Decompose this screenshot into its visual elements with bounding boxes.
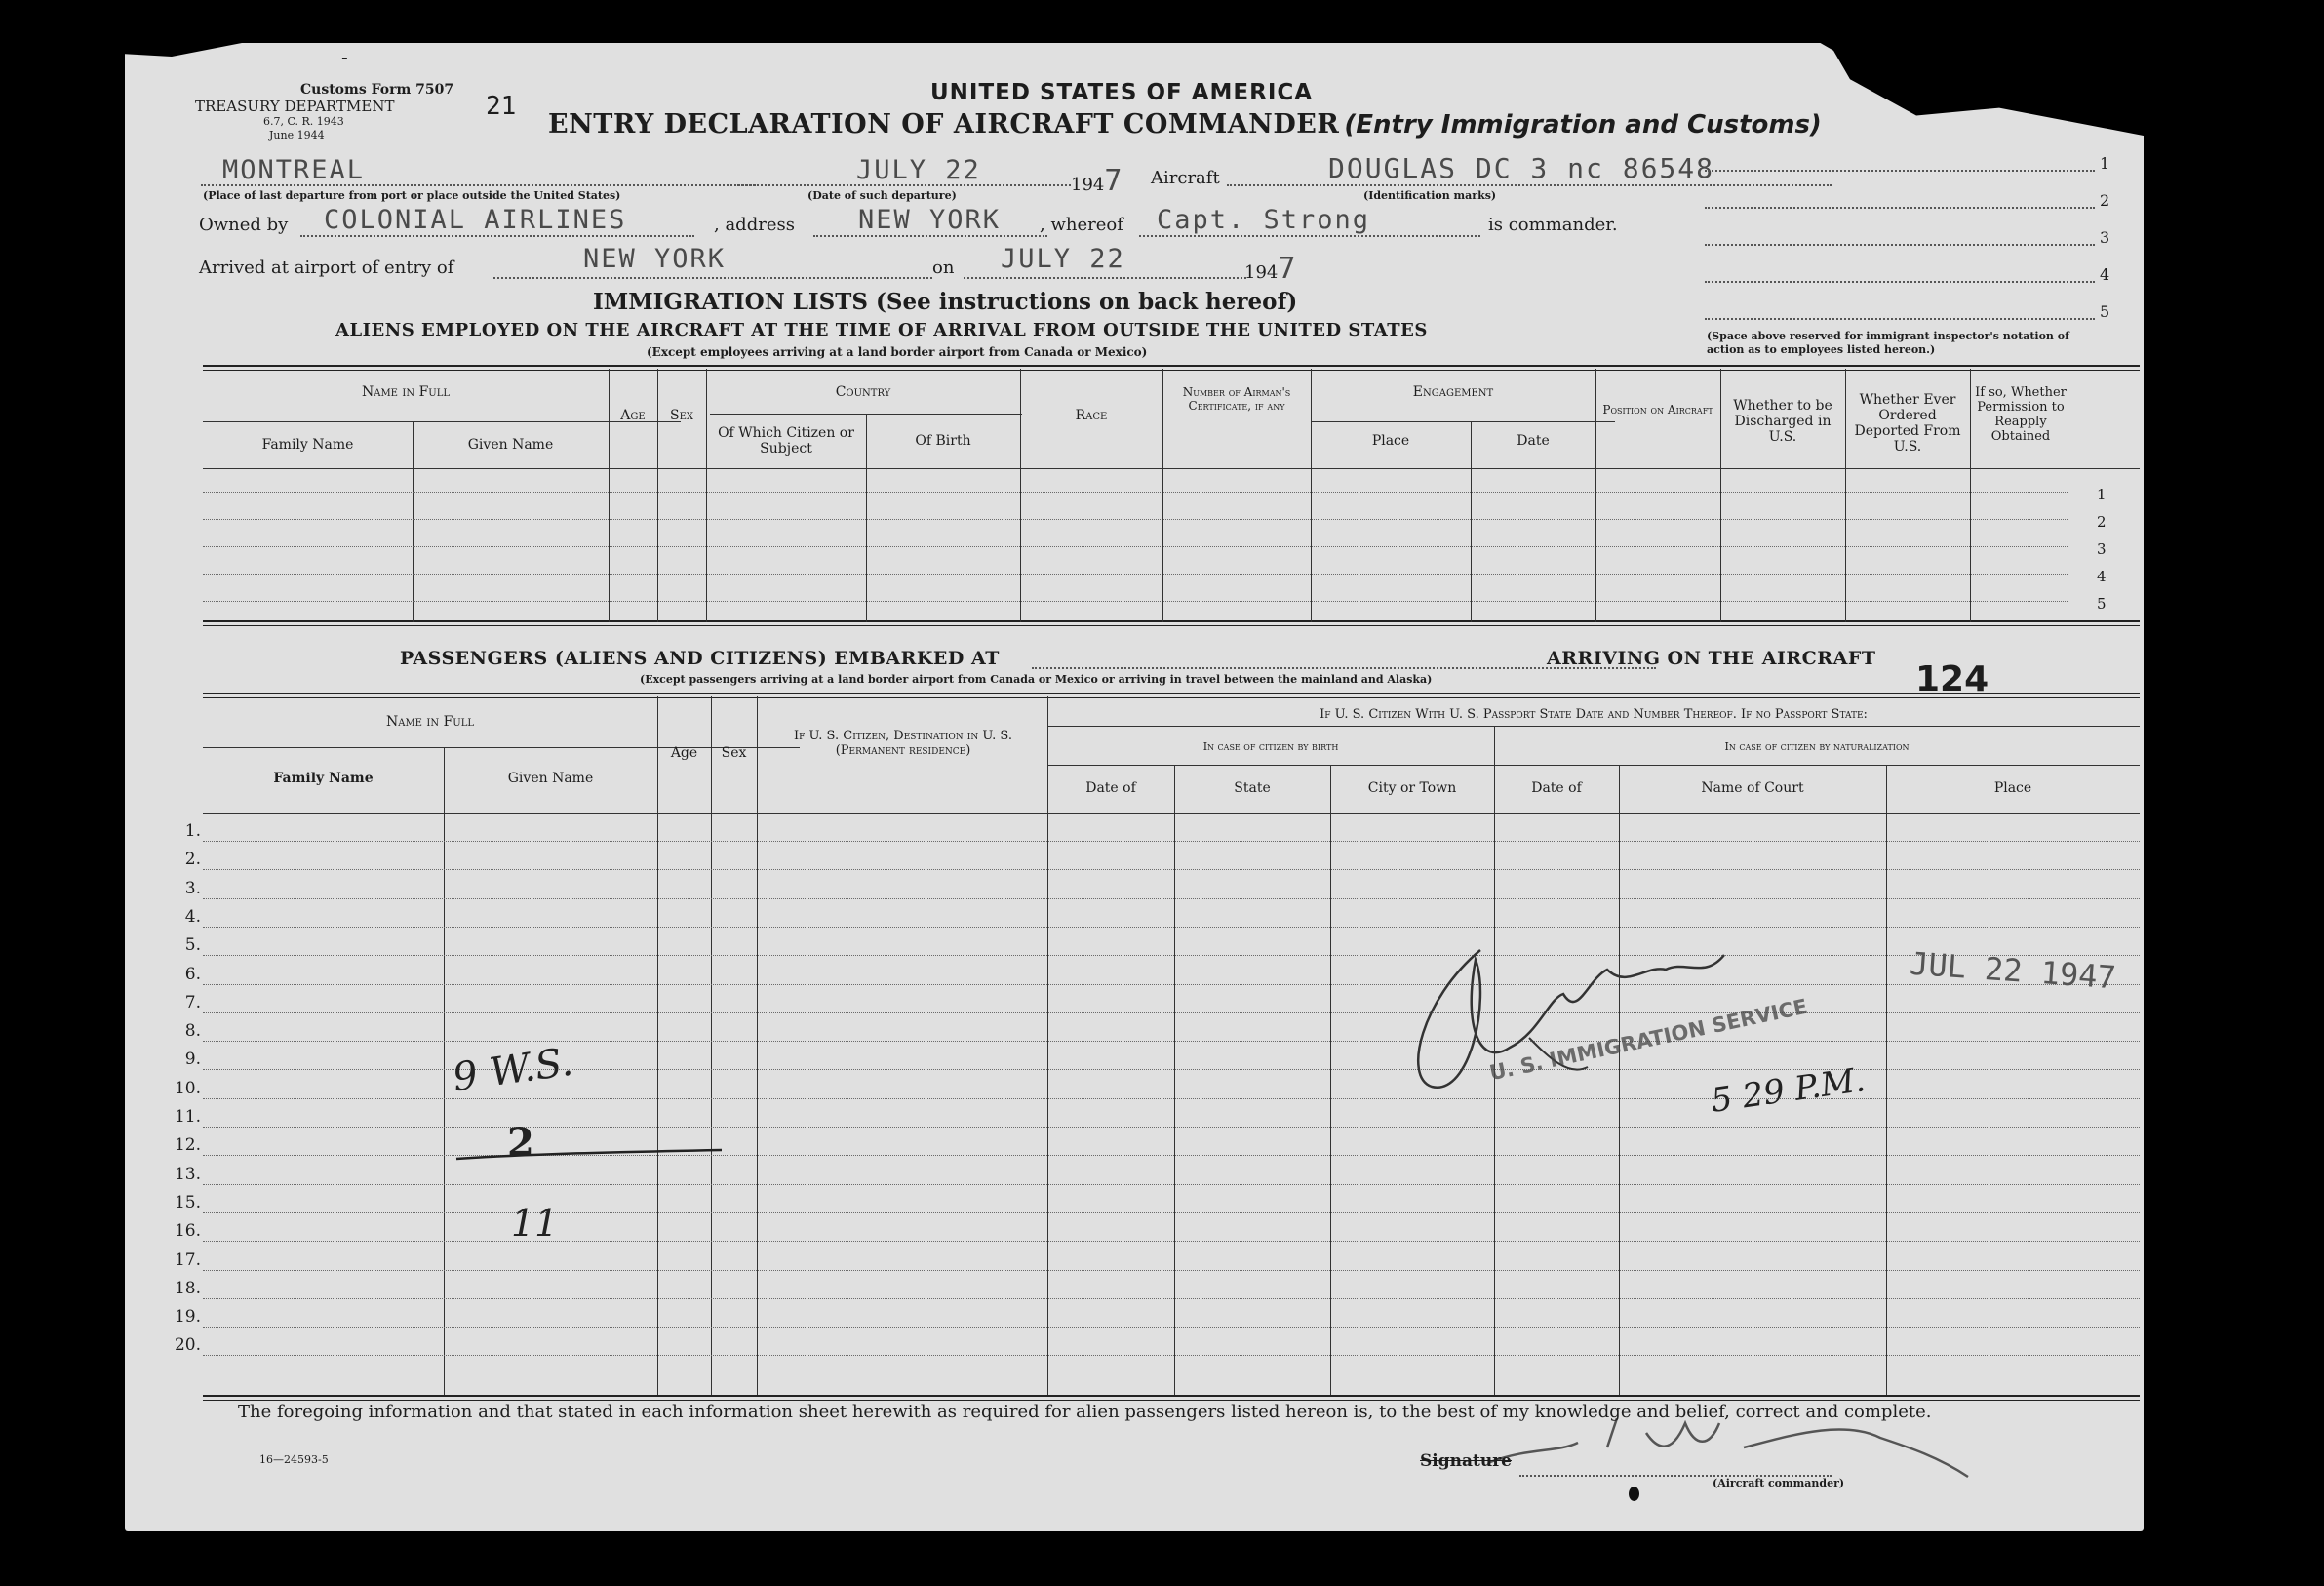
stamp-time: 5 29 P.M.	[1708, 1060, 1868, 1121]
inspector-line-number: 3	[2100, 228, 2110, 247]
regulation-ref: 6.7, C. R. 1943	[263, 115, 344, 128]
passenger-row-number: 6.	[184, 965, 201, 984]
note-eleven: 11	[511, 1202, 559, 1245]
owner-name: COLONIAL AIRLINES	[324, 205, 627, 235]
form-sheet	[125, 43, 2144, 1531]
pax-header-family-name: Family Name	[273, 771, 374, 786]
departure-year-suffix: 7	[1104, 164, 1124, 198]
departure-place: MONTREAL	[222, 155, 366, 185]
header-name-in-full: Name in Full	[361, 384, 451, 400]
departure-year-prefix: 194	[1071, 175, 1105, 195]
aircraft-label: Aircraft	[1151, 168, 1220, 188]
signature-caption: (Aircraft commander)	[1713, 1477, 1845, 1489]
passenger-row-number: 7.	[184, 993, 201, 1012]
header-given-name: Given Name	[467, 437, 554, 453]
passenger-row-number: 8.	[184, 1021, 201, 1041]
passenger-row-number: 4.	[184, 907, 201, 927]
header-citizen-of: Of Which Citizen or Subject	[718, 425, 854, 457]
signature-label: Signature	[1420, 1451, 1512, 1471]
pax-header-date-of: Date of	[1085, 780, 1136, 796]
passenger-row-number: 9.	[184, 1050, 201, 1069]
is-commander-label: is commander.	[1488, 215, 1618, 235]
print-number: 16—24593-5	[259, 1453, 329, 1466]
passengers-title-right: ARRIVING ON THE AIRCRAFT	[1547, 648, 1876, 669]
header-airman-cert: Number of Airman's Certificate, if any	[1182, 385, 1291, 413]
passenger-row-number: 20.	[174, 1335, 201, 1355]
aircraft-id: DOUGLAS DC 3 nc 86548	[1328, 152, 1715, 184]
header-race: Race	[1075, 408, 1108, 423]
arrival-airport: NEW YORK	[583, 244, 727, 274]
header-engagement-date: Date	[1517, 433, 1550, 449]
alien-row-number: 4	[2097, 568, 2107, 585]
form-date: June 1944	[269, 129, 325, 141]
immigration-title: IMMIGRATION LISTS (See instructions on back hereof)	[593, 289, 1298, 315]
passenger-row-number: 3.	[184, 879, 201, 898]
owner-address: NEW YORK	[858, 205, 1002, 235]
pax-header-passport: If U. S. Citizen With U. S. Passport State Date and Number Thereof. If no Passport State:	[1320, 707, 1868, 722]
declaration-text: The foregoing information and that stated in each information sheet herewith as required for alien passengers listed hereon is, to the best of my knowledge and belief, correct and complete.	[238, 1402, 1932, 1422]
ink-dot	[1629, 1487, 1639, 1501]
departure-place-caption: (Place of last departure from port or place outside the United States)	[203, 189, 621, 202]
pax-header-by-birth: In case of citizen by birth	[1202, 740, 1339, 753]
stamp-date: JUL 22 1947	[1908, 944, 2117, 997]
page-number: 21	[486, 92, 517, 121]
passenger-row-number: 15.	[174, 1193, 201, 1212]
stamp-number: 124	[1915, 659, 1989, 699]
handwriting-overlay	[125, 43, 2144, 1531]
passenger-row-number: 16.	[174, 1221, 201, 1241]
passenger-row-number: 13.	[174, 1165, 201, 1184]
pax-header-date-of-2: Date of	[1531, 780, 1582, 796]
country-heading: UNITED STATES OF AMERICA	[930, 80, 1314, 105]
inspector-note: (Space above reserved for immigrant inspector's notation of action as to employees listed hereon.)	[1707, 330, 2069, 357]
header-family-name: Family Name	[261, 437, 354, 453]
alien-row-number: 5	[2097, 595, 2107, 613]
alien-row-number: 2	[2097, 513, 2107, 531]
header-engagement-place: Place	[1371, 433, 1410, 449]
owned-by-label: Owned by	[199, 215, 289, 235]
passenger-row-number: 11.	[174, 1107, 201, 1127]
inspector-line-number: 2	[2100, 191, 2110, 210]
passenger-row-number: 1.	[184, 821, 201, 841]
note-ws: 9 W.S.	[450, 1039, 576, 1101]
pax-header-name-in-full: Name in Full	[385, 714, 475, 730]
form-number: Customs Form 7507	[300, 82, 454, 98]
passengers-note: (Except passengers arriving at a land border airport from Canada or Mexico or arriving in travel between the mainland and Alaska)	[640, 673, 1433, 686]
alien-row-number: 3	[2097, 540, 2107, 558]
departure-date-caption: (Date of such departure)	[807, 189, 957, 202]
department-name: TREASURY DEPARTMENT	[195, 98, 395, 115]
arrival-date: JULY 22	[1001, 244, 1125, 274]
passenger-row-number: 5.	[184, 935, 201, 955]
arrived-label: Arrived at airport of entry of	[199, 258, 454, 278]
passenger-row-number: 10.	[174, 1079, 201, 1098]
pax-header-court: Name of Court	[1701, 780, 1804, 796]
aircraft-id-caption: (Identification marks)	[1363, 189, 1497, 202]
departure-date: JULY 22	[856, 155, 981, 185]
pax-header-place: Place	[1993, 780, 2032, 796]
form-title-main: ENTRY DECLARATION OF AIRCRAFT COMMANDER	[548, 109, 1340, 139]
underline-stroke	[456, 1150, 722, 1159]
tick-mark: -	[341, 45, 348, 68]
pax-header-given-name: Given Name	[507, 771, 594, 786]
passenger-row-number: 2.	[184, 850, 201, 869]
immigration-subtitle: ALIENS EMPLOYED ON THE AIRCRAFT AT THE TIME OF ARRIVAL FROM OUTSIDE THE UNITED STATES	[335, 320, 1428, 340]
arrival-on-label: on	[932, 258, 955, 278]
passengers-title: PASSENGERS (ALIENS AND CITIZENS) EMBARKED AT	[400, 648, 1000, 669]
commander-name: Capt. Strong	[1157, 205, 1371, 235]
header-of-birth: Of Birth	[915, 433, 971, 449]
address-label: , address	[714, 215, 795, 235]
pax-header-state: State	[1234, 780, 1271, 796]
passenger-row-number: 19.	[174, 1307, 201, 1327]
passenger-row-number: 18.	[174, 1279, 201, 1298]
whereof-label: , whereof	[1040, 215, 1123, 235]
header-country: Country	[835, 384, 891, 400]
passenger-row-number: 12.	[174, 1135, 201, 1155]
header-age: Age	[620, 408, 646, 423]
form-title-sub: (Entry Immigration and Customs)	[1344, 110, 1822, 139]
header-position: Position on Aircraft	[1602, 403, 1713, 416]
immigration-note: (Except employees arriving at a land border airport from Canada or Mexico)	[647, 345, 1148, 359]
arrival-year-suffix: 7	[1278, 252, 1298, 286]
note-two: 2	[507, 1120, 534, 1166]
stamp-office: U. S. IMMIGRATION SERVICE	[1487, 994, 1810, 1086]
header-deported: Whether Ever Ordered Deported From U.S.	[1854, 392, 1961, 456]
inspector-line-number: 4	[2100, 265, 2110, 284]
header-engagement: Engagement	[1412, 384, 1494, 400]
pax-header-destination: If U. S. Citizen, Destination in U. S. (Permanent residence)	[794, 729, 1012, 758]
arrival-year-prefix: 194	[1244, 262, 1279, 283]
header-discharged: Whether to be Discharged in U.S.	[1733, 398, 1832, 446]
commander-signature	[1490, 1418, 1968, 1477]
header-permission: If so, Whether Permission to Reapply Obtained	[1975, 385, 2067, 444]
pax-header-by-naturalization: In case of citizen by naturalization	[1724, 740, 1910, 753]
alien-row-number: 1	[2097, 486, 2107, 503]
header-sex: Sex	[669, 408, 693, 423]
pax-header-sex: Sex	[721, 745, 747, 761]
pax-header-city: City or Town	[1367, 780, 1457, 796]
pax-header-age: Age	[670, 745, 698, 761]
inspector-line-number: 1	[2100, 154, 2110, 173]
inspector-line-number: 5	[2100, 302, 2110, 321]
passenger-row-number: 17.	[174, 1250, 201, 1270]
